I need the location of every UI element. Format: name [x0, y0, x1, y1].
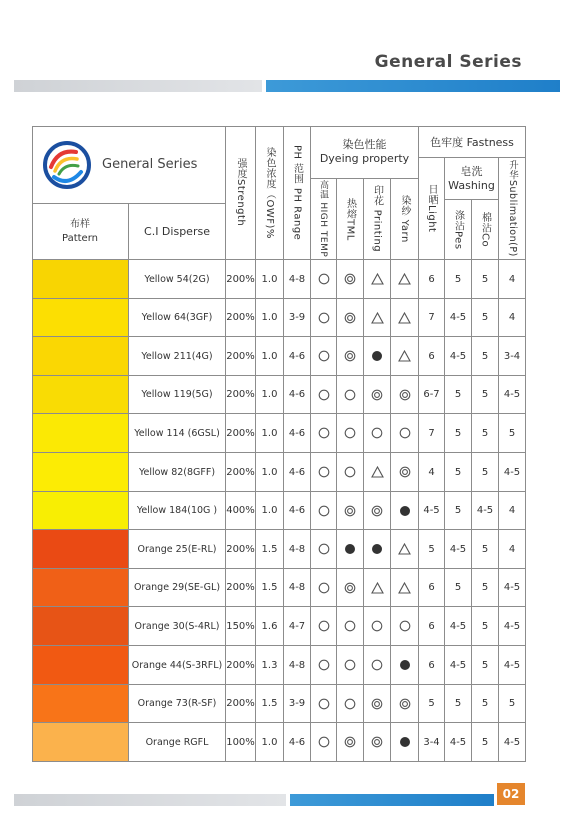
open-circle-icon — [318, 543, 330, 555]
owf-header: 染色浓度（OWF)% — [256, 126, 284, 260]
open-circle-icon — [318, 736, 330, 748]
light-value: 6 — [419, 569, 445, 607]
high-temp-header: 高温 HIGH TEMP — [311, 179, 337, 260]
open-circle-icon — [399, 620, 411, 632]
washing-cn: 皂洗 — [460, 164, 483, 178]
strength-value: 400% — [226, 492, 256, 530]
strength-value: 200% — [226, 646, 256, 685]
printing-rating — [364, 685, 391, 723]
high-temp-rating — [311, 299, 337, 337]
strength-value: 200% — [226, 569, 256, 607]
dye-name: Yellow 184(10G ) — [129, 492, 226, 530]
owf-value: 1.0 — [256, 337, 284, 376]
high-temp-rating — [311, 685, 337, 723]
co-value: 5 — [472, 453, 499, 492]
pes-value: 5 — [445, 260, 472, 299]
strength-value: 200% — [226, 376, 256, 414]
dye-name: Yellow 114 (6GSL) — [129, 414, 226, 453]
owf-value: 1.0 — [256, 492, 284, 530]
pattern-swatch — [32, 492, 129, 530]
dye-name: Orange 29(SE-GL) — [129, 569, 226, 607]
co-value: 5 — [472, 723, 499, 762]
ci-disperse-header: C.I Disperse — [129, 204, 226, 260]
owf-value: 1.6 — [256, 607, 284, 646]
pattern-swatch — [32, 414, 129, 453]
logo-text: General Series — [102, 157, 198, 172]
double-circle-icon — [344, 350, 356, 362]
owf-value: 1.0 — [256, 723, 284, 762]
tml-rating — [337, 492, 364, 530]
triangle-icon — [398, 350, 411, 362]
bottom-gray-band — [14, 794, 286, 806]
tml-rating — [337, 530, 364, 569]
top-gray-band — [14, 80, 262, 92]
rainbow-swirl-logo-icon — [42, 140, 92, 190]
ph-value: 3-9 — [284, 685, 311, 723]
yarn-rating — [391, 607, 419, 646]
tml-rating — [337, 723, 364, 762]
top-blue-band — [266, 80, 560, 92]
light-value: 7 — [419, 299, 445, 337]
pattern-swatch — [32, 569, 129, 607]
washing-en: Washing — [448, 178, 495, 192]
dyeing-property-cn: 染色性能 — [342, 138, 387, 151]
tml-rating — [337, 646, 364, 685]
open-circle-icon — [371, 659, 383, 671]
double-circle-icon — [399, 698, 411, 710]
open-circle-icon — [344, 466, 356, 478]
open-circle-icon — [318, 350, 330, 362]
open-circle-icon — [344, 698, 356, 710]
co-value: 5 — [472, 646, 499, 685]
sublimation-value: 4-5 — [499, 723, 526, 762]
yarn-rating — [391, 414, 419, 453]
high-temp-rating — [311, 453, 337, 492]
double-circle-icon — [344, 273, 356, 285]
open-circle-icon — [344, 389, 356, 401]
pattern-swatch — [32, 646, 129, 685]
filled-circle-icon — [399, 736, 411, 748]
light-value: 4-5 — [419, 492, 445, 530]
co-value: 5 — [472, 299, 499, 337]
pattern-swatch — [32, 685, 129, 723]
filled-circle-icon — [399, 659, 411, 671]
sublimation-value: 4 — [499, 260, 526, 299]
high-temp-rating — [311, 337, 337, 376]
high-temp-rating — [311, 260, 337, 299]
ph-value: 4-8 — [284, 260, 311, 299]
filled-circle-icon — [344, 543, 356, 555]
double-circle-icon — [344, 736, 356, 748]
light-value: 7 — [419, 414, 445, 453]
pattern-swatch — [32, 607, 129, 646]
high-temp-rating — [311, 607, 337, 646]
tml-rating — [337, 299, 364, 337]
pattern-swatch — [32, 260, 129, 299]
tml-rating — [337, 607, 364, 646]
double-circle-icon — [344, 582, 356, 594]
pes-value: 5 — [445, 414, 472, 453]
owf-value: 1.5 — [256, 530, 284, 569]
owf-value: 1.3 — [256, 646, 284, 685]
logo-cell — [32, 126, 226, 204]
open-circle-icon — [318, 389, 330, 401]
owf-value: 1.0 — [256, 414, 284, 453]
open-circle-icon — [371, 427, 383, 439]
light-value: 5 — [419, 530, 445, 569]
yarn-rating — [391, 299, 419, 337]
light-value: 6-7 — [419, 376, 445, 414]
dyeing-property-header — [311, 126, 419, 179]
co-value: 5 — [472, 414, 499, 453]
yarn-rating — [391, 569, 419, 607]
open-circle-icon — [371, 620, 383, 632]
sublimation-value: 4 — [499, 530, 526, 569]
owf-value: 1.5 — [256, 569, 284, 607]
pes-value: 5 — [445, 492, 472, 530]
ph-value: 4-6 — [284, 414, 311, 453]
double-circle-icon — [399, 389, 411, 401]
dyeing-property-en: Dyeing property — [319, 152, 410, 165]
dye-name: Yellow 119(5G) — [129, 376, 226, 414]
co-header: 棉沾Co — [472, 200, 499, 260]
co-value: 5 — [472, 260, 499, 299]
open-circle-icon — [344, 427, 356, 439]
open-circle-icon — [318, 659, 330, 671]
double-circle-icon — [371, 505, 383, 517]
tml-rating — [337, 569, 364, 607]
filled-circle-icon — [371, 543, 383, 555]
printing-rating — [364, 607, 391, 646]
pes-value: 4-5 — [445, 337, 472, 376]
bottom-blue-band — [290, 794, 494, 806]
light-value: 6 — [419, 260, 445, 299]
owf-value: 1.5 — [256, 685, 284, 723]
open-circle-icon — [344, 620, 356, 632]
high-temp-rating — [311, 646, 337, 685]
light-value: 3-4 — [419, 723, 445, 762]
owf-value: 1.0 — [256, 260, 284, 299]
triangle-icon — [371, 466, 384, 478]
pes-value: 5 — [445, 453, 472, 492]
high-temp-rating — [311, 492, 337, 530]
triangle-icon — [371, 312, 384, 324]
light-value: 6 — [419, 607, 445, 646]
pes-header: 涤沾Pes — [445, 200, 472, 260]
dye-name: Orange 25(E-RL) — [129, 530, 226, 569]
yarn-rating — [391, 492, 419, 530]
yarn-rating — [391, 530, 419, 569]
yarn-rating — [391, 376, 419, 414]
open-circle-icon — [318, 273, 330, 285]
tml-rating — [337, 376, 364, 414]
open-circle-icon — [318, 698, 330, 710]
printing-rating — [364, 260, 391, 299]
double-circle-icon — [399, 466, 411, 478]
sublimation-value: 4 — [499, 299, 526, 337]
owf-value: 1.0 — [256, 376, 284, 414]
strength-value: 200% — [226, 260, 256, 299]
pes-value: 4-5 — [445, 723, 472, 762]
co-value: 4-5 — [472, 492, 499, 530]
pes-value: 4-5 — [445, 299, 472, 337]
printing-rating — [364, 376, 391, 414]
yarn-header: 染纱 Yarn — [391, 179, 419, 260]
dye-name: Yellow 64(3GF) — [129, 299, 226, 337]
pattern-swatch — [32, 723, 129, 762]
sublimation-value: 4-5 — [499, 453, 526, 492]
triangle-icon — [371, 273, 384, 285]
tml-rating — [337, 260, 364, 299]
sublimation-value: 3-4 — [499, 337, 526, 376]
open-circle-icon — [399, 427, 411, 439]
triangle-icon — [398, 543, 411, 555]
open-circle-icon — [344, 659, 356, 671]
ph-value: 4-6 — [284, 723, 311, 762]
open-circle-icon — [318, 466, 330, 478]
co-value: 5 — [472, 685, 499, 723]
co-value: 5 — [472, 530, 499, 569]
ph-value: 4-6 — [284, 453, 311, 492]
tml-rating — [337, 337, 364, 376]
co-value: 5 — [472, 337, 499, 376]
dye-name: Yellow 211(4G) — [129, 337, 226, 376]
strength-value: 200% — [226, 414, 256, 453]
tml-rating — [337, 414, 364, 453]
printing-rating — [364, 492, 391, 530]
ph-value: 4-8 — [284, 646, 311, 685]
high-temp-rating — [311, 530, 337, 569]
pattern-header — [32, 204, 129, 260]
strength-value: 200% — [226, 453, 256, 492]
high-temp-rating — [311, 569, 337, 607]
sublimation-value: 5 — [499, 414, 526, 453]
strength-value: 200% — [226, 530, 256, 569]
fastness-header: 色牢度 Fastness — [419, 126, 526, 158]
printing-rating — [364, 414, 391, 453]
sublimation-value: 4-5 — [499, 376, 526, 414]
pattern-swatch — [32, 530, 129, 569]
tml-rating — [337, 685, 364, 723]
strength-value: 150% — [226, 607, 256, 646]
pattern-swatch — [32, 376, 129, 414]
strength-value: 200% — [226, 299, 256, 337]
filled-circle-icon — [371, 350, 383, 362]
ph-value: 4-8 — [284, 569, 311, 607]
pattern-swatch — [32, 337, 129, 376]
printing-rating — [364, 530, 391, 569]
yarn-rating — [391, 260, 419, 299]
dye-name: Orange RGFL — [129, 723, 226, 762]
printing-rating — [364, 337, 391, 376]
yarn-rating — [391, 453, 419, 492]
triangle-icon — [398, 273, 411, 285]
sublimation-value: 4-5 — [499, 646, 526, 685]
dye-name: Orange 30(S-4RL) — [129, 607, 226, 646]
ph-value: 4-6 — [284, 492, 311, 530]
co-value: 5 — [472, 607, 499, 646]
tml-header: 热熔TML — [337, 179, 364, 260]
sublimation-value: 4-5 — [499, 569, 526, 607]
double-circle-icon — [371, 698, 383, 710]
light-value: 6 — [419, 646, 445, 685]
strength-header: 强度Strength — [226, 126, 256, 260]
high-temp-rating — [311, 723, 337, 762]
printing-rating — [364, 569, 391, 607]
strength-value: 200% — [226, 685, 256, 723]
washing-header — [445, 158, 499, 200]
co-value: 5 — [472, 569, 499, 607]
light-value: 6 — [419, 337, 445, 376]
tml-rating — [337, 453, 364, 492]
strength-value: 200% — [226, 337, 256, 376]
ph-value: 3-9 — [284, 299, 311, 337]
double-circle-icon — [371, 389, 383, 401]
pattern-header-cn: 布样 — [69, 218, 90, 230]
printing-rating — [364, 646, 391, 685]
ph-value: 4-8 — [284, 530, 311, 569]
owf-value: 1.0 — [256, 453, 284, 492]
triangle-icon — [398, 582, 411, 594]
pattern-swatch — [32, 453, 129, 492]
open-circle-icon — [318, 505, 330, 517]
ph-value: 4-7 — [284, 607, 311, 646]
printing-rating — [364, 723, 391, 762]
sublimation-value: 5 — [499, 685, 526, 723]
sublimation-value: 4-5 — [499, 607, 526, 646]
dye-name: Yellow 82(8GFF) — [129, 453, 226, 492]
printing-rating — [364, 299, 391, 337]
pes-value: 5 — [445, 685, 472, 723]
sublimation-value: 4 — [499, 492, 526, 530]
strength-value: 100% — [226, 723, 256, 762]
header-title: General Series — [374, 52, 522, 72]
light-value: 4 — [419, 453, 445, 492]
pes-value: 4-5 — [445, 646, 472, 685]
double-circle-icon — [344, 505, 356, 517]
high-temp-rating — [311, 376, 337, 414]
owf-value: 1.0 — [256, 299, 284, 337]
double-circle-icon — [344, 312, 356, 324]
pes-value: 5 — [445, 376, 472, 414]
open-circle-icon — [318, 582, 330, 594]
light-header: 日晒Light — [419, 158, 445, 260]
open-circle-icon — [318, 427, 330, 439]
light-value: 5 — [419, 685, 445, 723]
filled-circle-icon — [399, 505, 411, 517]
yarn-rating — [391, 337, 419, 376]
pattern-swatch — [32, 299, 129, 337]
yarn-rating — [391, 646, 419, 685]
triangle-icon — [398, 312, 411, 324]
pattern-header-en: Pattern — [62, 232, 98, 244]
ph-range-header: PH 范围 PH Range — [284, 126, 311, 260]
open-circle-icon — [318, 620, 330, 632]
pes-value: 5 — [445, 569, 472, 607]
high-temp-rating — [311, 414, 337, 453]
sublimation-header: 升华Sublimation(P) — [499, 158, 526, 260]
dye-name: Orange 44(S-3RFL) — [129, 646, 226, 685]
printing-header: 印花 Printing — [364, 179, 391, 260]
pes-value: 4-5 — [445, 530, 472, 569]
pes-value: 4-5 — [445, 607, 472, 646]
dye-name: Orange 73(R-SF) — [129, 685, 226, 723]
printing-rating — [364, 453, 391, 492]
triangle-icon — [371, 582, 384, 594]
page-number: 02 — [497, 783, 525, 805]
yarn-rating — [391, 723, 419, 762]
dye-name: Yellow 54(2G) — [129, 260, 226, 299]
co-value: 5 — [472, 376, 499, 414]
open-circle-icon — [318, 312, 330, 324]
ph-value: 4-6 — [284, 337, 311, 376]
double-circle-icon — [371, 736, 383, 748]
ph-value: 4-6 — [284, 376, 311, 414]
yarn-rating — [391, 685, 419, 723]
